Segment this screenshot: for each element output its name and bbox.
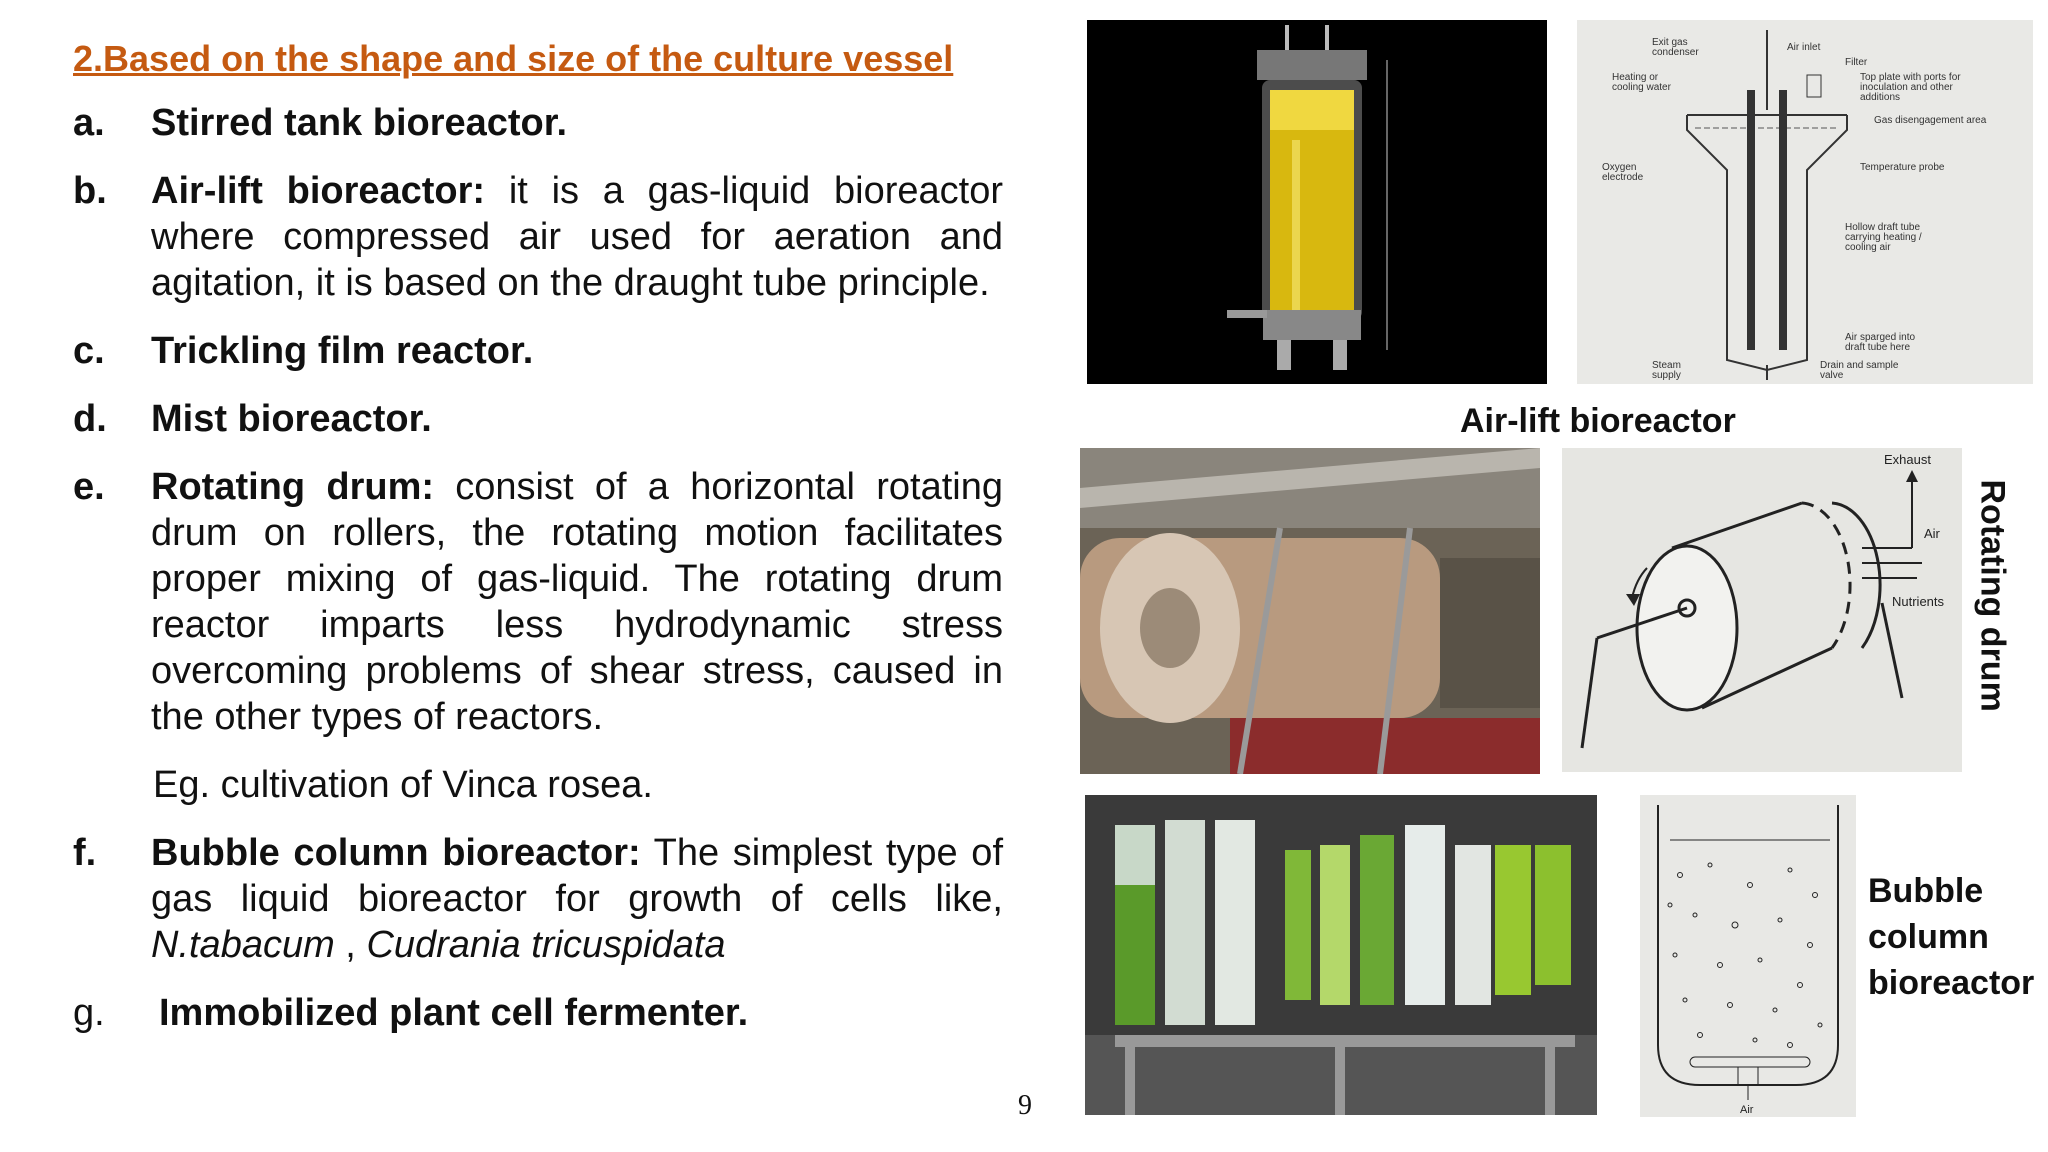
- item-title: Trickling film reactor.: [151, 330, 534, 372]
- rotating-drum-photo: [1080, 448, 1540, 774]
- item-text: consist of a horizontal rotating drum on rollers, the rotating motion facilitates proper mixing of gas-liquid. The rotating drum reactor imparts less hydrodynamic stress overcoming problems of shear stress, caused in the other types of reactors.: [151, 466, 1003, 738]
- list-marker: a.: [73, 102, 105, 144]
- list-item-f: [73, 830, 1003, 968]
- label-top-plate: Top plate with ports for: [1860, 72, 1961, 83]
- list-item-e: [73, 464, 1003, 740]
- label-hollow-draft-tube: carrying heating /: [1845, 232, 1922, 243]
- label-steam-supply: supply: [1652, 370, 1681, 381]
- species-name: N.tabacum: [151, 924, 335, 966]
- label-gas-disengagement: Gas disengagement area: [1874, 115, 1987, 126]
- list-item-a: [73, 100, 1003, 146]
- label-exit-gas: Exit gas: [1652, 37, 1688, 48]
- label-air-sparged: Air sparged into: [1845, 332, 1916, 343]
- list-marker: b.: [73, 170, 107, 212]
- label-oxygen-electrode: Oxygen: [1602, 162, 1637, 173]
- label-heating: Heating or: [1612, 72, 1659, 83]
- label-drain-valve: valve: [1820, 370, 1844, 381]
- bubble-column-diagram: [1640, 795, 1856, 1117]
- species-name: Cudrania tricuspidata: [366, 924, 726, 966]
- list-item-d: [73, 396, 1003, 442]
- caption-rotating-drum-wrap: [1962, 480, 2022, 720]
- label-top-plate: additions: [1860, 92, 1901, 103]
- caption-line: bioreactor: [1868, 964, 2035, 1002]
- list-marker: g.: [73, 992, 105, 1034]
- page-number: 9: [1018, 1090, 1032, 1121]
- label-oxygen-electrode: electrode: [1602, 172, 1644, 183]
- caption-line: column: [1868, 918, 1989, 956]
- rotating-drum-diagram: [1562, 448, 1962, 772]
- item-title: Bubble column bioreactor:: [151, 832, 641, 874]
- bubble-column-photo: [1085, 795, 1597, 1115]
- label-top-plate: inoculation and other: [1860, 82, 1953, 93]
- label-condenser: condenser: [1652, 47, 1699, 58]
- item-text: it is a gas-liquid bioreactor where compressed air used for aeration and agitation, it is based on the draught tube principle.: [151, 170, 1003, 304]
- label-hollow-draft-tube: cooling air: [1845, 242, 1891, 253]
- label-exhaust: Exhaust: [1884, 452, 1931, 467]
- item-title: Stirred tank bioreactor.: [151, 102, 568, 144]
- label-drain-valve: Drain and sample: [1820, 360, 1899, 371]
- list-marker: f.: [73, 832, 97, 874]
- caption-airlift: Air-lift bioreactor: [1460, 402, 1736, 440]
- separator: ,: [334, 924, 367, 966]
- reactor-list: [73, 100, 1003, 1058]
- label-heating: cooling water: [1612, 82, 1671, 93]
- list-item-c: [73, 328, 1003, 374]
- label-temperature-probe: Temperature probe: [1860, 162, 1945, 173]
- label-bubble-air: Air: [1740, 1104, 1754, 1116]
- caption-rotating-drum: Rotating drum: [1973, 479, 2012, 712]
- label-air: Air: [1924, 526, 1940, 541]
- list-marker: d.: [73, 398, 107, 440]
- label-air-sparged: draft tube here: [1845, 342, 1911, 353]
- label-air-inlet: Air inlet: [1787, 42, 1821, 53]
- item-title: Rotating drum:: [151, 466, 435, 508]
- airlift-vessel-photo: [1087, 20, 1547, 384]
- label-steam-supply: Steam: [1652, 360, 1681, 371]
- label-nutrients: Nutrients: [1892, 594, 1945, 609]
- caption-line: Bubble: [1868, 872, 1984, 910]
- airlift-diagram: [1577, 20, 2033, 384]
- list-marker: c.: [73, 330, 105, 372]
- list-item-b: [73, 168, 1003, 306]
- item-title: Air-lift bioreactor:: [151, 170, 486, 212]
- item-title: Immobilized plant cell fermenter.: [159, 992, 749, 1034]
- label-filter: Filter: [1845, 57, 1868, 68]
- list-item-g: [73, 990, 1003, 1036]
- caption-bubble-column: [1868, 868, 2034, 1006]
- item-title: Mist bioreactor.: [151, 398, 432, 440]
- item-text: The simplest type of gas liquid bioreactor for growth of cells like,: [151, 832, 1003, 920]
- example-text: Eg. cultivation of Vinca rosea.: [153, 764, 653, 806]
- section-heading: 2.Based on the shape and size of the culture vessel: [73, 38, 954, 79]
- label-hollow-draft-tube: Hollow draft tube: [1845, 222, 1921, 233]
- list-marker: e.: [73, 466, 105, 508]
